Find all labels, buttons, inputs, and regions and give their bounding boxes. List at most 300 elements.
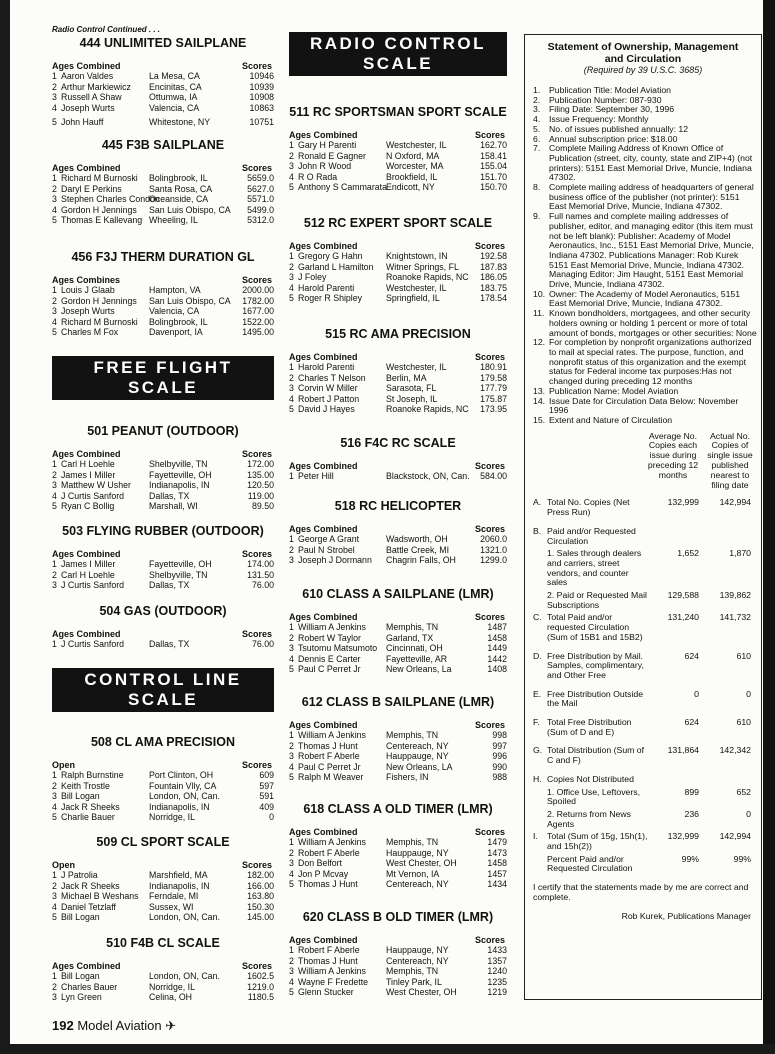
hometown: Dallas, TX xyxy=(149,490,190,501)
competitor-name: Anthony S Cammarata xyxy=(298,182,387,192)
item-text: Complete Mailing Address of Known Office of Publication (street, city, county, state and ZIP+4) (not printers): 5151 East Memorial Drive, Muncie, Indiana 47302. xyxy=(549,143,753,183)
scores-label: Scores xyxy=(474,827,505,837)
score: 998 xyxy=(492,730,507,740)
certification-text xyxy=(525,883,761,902)
score: 179.58 xyxy=(480,372,507,383)
score: 990 xyxy=(492,761,507,772)
circulation-row xyxy=(525,746,761,765)
avg-copies: 131,864 xyxy=(667,745,699,756)
score: 89.50 xyxy=(251,501,274,511)
statement-item xyxy=(525,183,761,212)
hometown: Fayetteville, OH xyxy=(149,469,212,480)
competitor-name: Gordon H Jennings xyxy=(61,295,137,306)
place-number: 3 xyxy=(289,966,294,976)
score: 145.00 xyxy=(247,912,274,922)
hometown: Valencia, CA xyxy=(149,102,200,113)
place-number: 5 xyxy=(52,812,57,822)
result-row xyxy=(52,205,274,216)
actual-copies: 0 xyxy=(746,688,751,699)
score: 186.05 xyxy=(480,272,507,282)
row-letter xyxy=(533,810,547,829)
score: 76.00 xyxy=(251,580,274,590)
avg-copies: 0 xyxy=(694,688,699,699)
item-number: 5. xyxy=(533,123,541,134)
competitor-name: Dennis E Carter xyxy=(298,653,361,664)
score: 1434 xyxy=(487,879,507,889)
score: 1458 xyxy=(487,858,507,868)
place-number: 5 xyxy=(289,664,294,674)
place-number: 5 xyxy=(52,501,57,511)
actual-copies-header: Actual No. Copies of single issue published nearest to filing date xyxy=(707,430,753,490)
table-header xyxy=(52,860,274,870)
score: 5627.0 xyxy=(247,183,274,194)
result-row xyxy=(52,71,274,82)
hometown: Centereach, NY xyxy=(386,879,449,889)
control-line-scale-banner xyxy=(52,668,274,712)
result-row xyxy=(289,394,507,405)
avg-copies xyxy=(651,527,699,546)
row-label: Total (Sum of 15g, 15h(1), and 15h(2)) xyxy=(547,831,648,852)
score: 1442 xyxy=(487,653,507,664)
result-row xyxy=(52,812,274,823)
hometown: La Mesa, CA xyxy=(149,71,200,81)
age-group-label: Ages Combined xyxy=(289,352,358,362)
score: 1240 xyxy=(487,966,507,976)
item-text: Issue Frequency: Monthly xyxy=(549,114,649,125)
competitor-name: Louis J Glaab xyxy=(61,285,115,295)
competitor-name: Corvin W Miller xyxy=(298,383,358,393)
competitor-name: Bill Logan xyxy=(61,791,100,801)
place-number: 5 xyxy=(52,912,57,922)
actual-copies: 610 xyxy=(736,717,751,728)
scan-edge-bottom xyxy=(0,1044,775,1054)
hometown: Wadsworth, OH xyxy=(386,534,448,544)
table-header xyxy=(52,61,274,71)
item-number: 10. xyxy=(533,288,546,299)
place-number: 1 xyxy=(289,534,294,544)
age-group-label: Ages Combined xyxy=(289,827,358,837)
place-number: 1 xyxy=(289,945,294,955)
hometown: Brookfield, IL xyxy=(386,171,438,182)
competitor-name: Thomas J Hunt xyxy=(298,879,358,889)
event-title: 512 RC EXPERT SPORT SCALE xyxy=(303,216,493,230)
scores-label: Scores xyxy=(474,935,505,945)
place-number: 5 xyxy=(52,117,57,127)
scores-label: Scores xyxy=(241,860,272,870)
avg-copies: 132,999 xyxy=(667,497,699,508)
actual-copies: 1,870 xyxy=(729,548,751,559)
hometown: New Orleans, LA xyxy=(386,761,453,772)
score: 151.70 xyxy=(480,171,507,182)
table-header xyxy=(289,524,507,534)
place-number: 4 xyxy=(289,171,294,182)
actual-copies: 610 xyxy=(736,650,751,661)
avg-copies: 131,240 xyxy=(667,612,699,623)
hometown: Witner Springs, FL xyxy=(386,261,459,272)
competitor-name: James I Miller xyxy=(61,469,116,480)
result-row xyxy=(289,622,507,633)
result-row xyxy=(52,184,274,195)
score: 1487 xyxy=(487,622,507,632)
actual-copies: 99% xyxy=(733,853,751,864)
hometown: Whitestone, NY xyxy=(149,117,211,127)
result-row xyxy=(52,327,274,338)
score: 76.00 xyxy=(251,639,274,649)
circulation-row xyxy=(525,498,761,517)
score: 173.95 xyxy=(480,404,507,414)
place-number: 2 xyxy=(52,183,57,194)
event-501 xyxy=(52,424,274,512)
hometown: Worcester, MA xyxy=(386,161,444,171)
result-row xyxy=(52,912,274,923)
result-row xyxy=(52,570,274,581)
place-number: 4 xyxy=(52,801,57,812)
avg-copies: 1,652 xyxy=(677,548,699,559)
place-number: 5 xyxy=(289,293,294,303)
age-group-label: Ages Combined xyxy=(52,961,121,971)
competitor-name: Richard M Burnoski xyxy=(61,316,138,327)
table-header xyxy=(52,629,274,639)
hometown: Blackstock, ON, Can. xyxy=(386,471,470,481)
competitor-name: Peter Hill xyxy=(298,471,334,481)
row-label: Percent Paid and/or Requested Circulation xyxy=(547,853,633,874)
place-number: 3 xyxy=(289,383,294,393)
event-510 xyxy=(52,936,274,1003)
result-row xyxy=(52,82,274,93)
avg-copies: 899 xyxy=(684,786,699,797)
result-row xyxy=(289,987,507,998)
actual-copies: 141,732 xyxy=(719,612,751,623)
age-group-label: Ages Combined xyxy=(289,720,358,730)
result-row xyxy=(52,781,274,792)
hometown: Fayetteville, OH xyxy=(149,559,212,569)
hometown: Encinitas, CA xyxy=(149,81,202,92)
signature: Rob Kurek, Publications Manager xyxy=(621,910,751,921)
scores-label: Scores xyxy=(241,629,272,639)
place-number: 2 xyxy=(289,372,294,383)
hometown: Hauppauge, NY xyxy=(386,751,449,761)
actual-copies xyxy=(699,775,751,785)
scores-label: Scores xyxy=(474,461,505,471)
place-number: 2 xyxy=(52,295,57,306)
scan-edge-left xyxy=(0,0,10,1054)
score: 1602.5 xyxy=(247,971,274,981)
row-label: 2. Paid or Requested Mail Subscriptions xyxy=(547,590,647,610)
place-number: 2 xyxy=(289,261,294,272)
age-group-label: Ages Combined xyxy=(289,461,358,471)
place-number: 4 xyxy=(289,868,294,879)
row-letter: I. xyxy=(533,831,538,842)
hometown: Westchester, IL xyxy=(386,140,447,150)
score: 1458 xyxy=(487,632,507,643)
age-group-label: Ages Combined xyxy=(52,629,121,639)
event-title: 510 F4B CL SCALE xyxy=(106,936,220,950)
hometown: Indianapolis, IN xyxy=(149,880,210,891)
competitor-name: Gregory G Hahn xyxy=(298,251,363,261)
place-number: 2 xyxy=(52,780,57,791)
place-number: 5 xyxy=(289,987,294,997)
avg-copies xyxy=(651,775,699,785)
result-row xyxy=(289,654,507,665)
banner-line-2: SCALE xyxy=(127,378,199,397)
place-number: 1 xyxy=(289,140,294,150)
table-header xyxy=(52,961,274,971)
competitor-name: Ralph Burnstine xyxy=(61,770,124,780)
score: 5571.0 xyxy=(247,194,274,204)
place-number: 2 xyxy=(52,880,57,891)
result-row xyxy=(289,182,507,193)
row-letter xyxy=(533,549,547,588)
item-text: Issue Date for Circulation Data Below: November 1996 xyxy=(549,395,739,416)
competitor-name: James I Miller xyxy=(61,559,116,569)
result-row xyxy=(52,802,274,813)
score: 177.79 xyxy=(480,383,507,393)
event-title: 504 GAS (OUTDOOR) xyxy=(99,604,227,618)
hometown: Marshfield, MA xyxy=(149,870,208,880)
event-508 xyxy=(52,735,274,823)
score: 10863 xyxy=(249,102,274,113)
statement-title: Statement of Ownership, Management and Circulation xyxy=(547,41,739,65)
competitor-name: Jack R Sheeks xyxy=(61,880,120,891)
item-number: 15. xyxy=(533,414,546,425)
results-column-1 xyxy=(52,0,274,1002)
score: 183.75 xyxy=(480,282,507,293)
row-letter xyxy=(533,591,547,610)
competitor-name: Carl H Loehle xyxy=(61,569,115,580)
actual-copies: 142,342 xyxy=(719,745,751,756)
scores-label: Scores xyxy=(241,275,272,285)
score: 1321.0 xyxy=(480,544,507,555)
hometown: Mt Vernon, IA xyxy=(386,868,440,879)
circulation-row xyxy=(525,549,761,588)
table-header xyxy=(289,130,507,140)
competitor-name: Robert J Patton xyxy=(298,393,360,404)
result-row xyxy=(52,891,274,902)
competitor-name: Michael B Weshans xyxy=(61,891,139,901)
place-number: 3 xyxy=(52,480,57,490)
result-row xyxy=(289,383,507,394)
row-label: Paid and/or Requested Circulation xyxy=(547,525,636,546)
place-number: 4 xyxy=(52,901,57,912)
score: 10908 xyxy=(249,92,274,102)
row-label: Total Distribution (Sum of C and F) xyxy=(547,745,645,766)
competitor-name: Wayne F Fredette xyxy=(298,976,369,987)
event-620 xyxy=(289,910,507,998)
hometown: Davenport, IA xyxy=(149,327,203,337)
event-title: 612 CLASS B SAILPLANE (LMR) xyxy=(301,695,495,709)
competitor-name: Daniel Tetzlaff xyxy=(61,901,116,912)
score: 2060.0 xyxy=(480,534,507,544)
item-text: Full names and complete mailing addresses of publisher, editor, and managing editor (this item must not be left blank): Publisher: Academy of Model Aeronautics, Inc., 5151 East Memorial Drive, Muncie, Indiana 47302. Publications Manager: Rob Kurek 5151 East Memorial Drive, Muncie, Indiana 47302. Managing Editor: Jim Haught, 5151 East Memorial Drive, Muncie, Indiana 47302. xyxy=(549,211,754,290)
event-612 xyxy=(289,695,507,783)
result-row xyxy=(289,837,507,848)
score: 609 xyxy=(259,770,274,780)
score: 0 xyxy=(269,812,274,822)
circulation-column-headers xyxy=(525,432,761,491)
score: 10946 xyxy=(249,71,274,81)
scan-edge-right xyxy=(763,0,775,1054)
banner-line-1: CONTROL LINE xyxy=(84,670,242,689)
hometown: Port Clinton, OH xyxy=(149,770,214,780)
age-group-label: Ages Combined xyxy=(52,549,121,559)
hometown: Springfield, IL xyxy=(386,293,440,303)
score: 180.91 xyxy=(480,362,507,372)
item-number: 2. xyxy=(533,94,541,105)
competitor-name: Matthew W Usher xyxy=(61,480,131,490)
result-row xyxy=(52,501,274,512)
hometown: Valencia, CA xyxy=(149,306,200,316)
competitor-name: Don Belfort xyxy=(298,858,343,868)
place-number: 3 xyxy=(52,306,57,316)
place-number: 3 xyxy=(289,858,294,868)
item-text: Publication Title: Model Aviation xyxy=(549,85,672,95)
result-row xyxy=(52,117,274,128)
hometown: Tinley Park, IL xyxy=(386,976,442,987)
competitor-name: Robert W Taylor xyxy=(298,632,361,643)
item-number: 4. xyxy=(533,114,541,125)
result-row xyxy=(52,791,274,802)
hometown: Sussex, WI xyxy=(149,901,194,912)
result-row xyxy=(289,751,507,762)
statement-subtitle: (Required by 39 U.S.C. 3685) xyxy=(583,65,703,75)
competitor-name: Charles M Fox xyxy=(61,327,119,337)
place-number: 1 xyxy=(52,639,57,649)
hometown: West Chester, OH xyxy=(386,858,457,868)
item-number: 1. xyxy=(533,85,541,95)
place-number: 3 xyxy=(289,272,294,282)
event-515 xyxy=(289,327,507,415)
result-row xyxy=(289,140,507,151)
event-444 xyxy=(52,36,274,128)
score: 1495.00 xyxy=(242,327,274,337)
score: 182.00 xyxy=(247,870,274,880)
hometown: Hampton, VA xyxy=(149,285,201,295)
item-text: Extent and Nature of Circulation xyxy=(549,414,673,425)
result-row xyxy=(289,741,507,752)
statement-item xyxy=(525,338,761,387)
competitor-name: Joseph J Dormann xyxy=(298,555,372,565)
score: 158.41 xyxy=(480,150,507,161)
place-number: 2 xyxy=(289,544,294,555)
statement-item xyxy=(525,397,761,416)
place-number: 5 xyxy=(289,182,294,192)
result-row xyxy=(52,971,274,982)
item-number: 12. xyxy=(533,337,546,348)
scores-label: Scores xyxy=(241,549,272,559)
hometown: Westchester, IL xyxy=(386,362,447,372)
score: 10751 xyxy=(249,117,274,127)
hometown: West Chester, OH xyxy=(386,987,457,997)
score: 174.00 xyxy=(247,559,274,569)
score: 1408 xyxy=(487,664,507,674)
avg-copies: 624 xyxy=(684,650,699,661)
result-row xyxy=(52,491,274,502)
place-number: 3 xyxy=(289,555,294,565)
competitor-name: Ryan C Bollig xyxy=(61,501,115,511)
scores-label: Scores xyxy=(474,612,505,622)
hometown: Ferndale, MI xyxy=(149,891,199,901)
place-number: 4 xyxy=(52,316,57,327)
result-row xyxy=(289,762,507,773)
item-number: 13. xyxy=(533,385,546,396)
competitor-name: Gordon H Jennings xyxy=(61,204,137,215)
event-518 xyxy=(289,499,507,566)
score: 163.80 xyxy=(247,891,274,901)
competitor-name: Gary H Parenti xyxy=(298,140,357,150)
place-number: 5 xyxy=(289,772,294,782)
score: 1299.0 xyxy=(480,555,507,565)
competitor-name: Richard M Burnoski xyxy=(61,173,138,183)
result-row xyxy=(52,982,274,993)
place-number: 4 xyxy=(52,102,57,113)
event-title: 610 CLASS A SAILPLANE (LMR) xyxy=(302,587,494,601)
hometown: Sarasota, FL xyxy=(386,383,437,393)
avg-copies: 624 xyxy=(684,717,699,728)
competitor-name: Jon P Mcvay xyxy=(298,868,349,879)
hometown: Bolingbrook, IL xyxy=(149,173,208,183)
item-text: Publication Number: 087-930 xyxy=(549,94,662,105)
item-text: For completion by nonprofit organizations authorized to mail at special rates. The purpose, function, and nonprofit status of this organization and the exempt status for Federal income tax purposes:Has not changed during preceding 12 months xyxy=(549,337,752,387)
table-header xyxy=(52,760,274,770)
place-number: 3 xyxy=(289,161,294,171)
score: 2000.00 xyxy=(242,285,274,295)
hometown: Knightstown, IN xyxy=(386,251,448,261)
place-number: 1 xyxy=(52,870,57,880)
competitor-name: William A Jenkins xyxy=(298,837,366,847)
hometown: Endicott, NY xyxy=(386,182,435,192)
score: 996 xyxy=(492,751,507,761)
row-letter: H. xyxy=(533,773,542,784)
score: 591 xyxy=(259,791,274,801)
result-row xyxy=(52,559,274,570)
score: 1457 xyxy=(487,868,507,879)
publication-name: Model Aviation xyxy=(77,1018,162,1033)
hometown: London, ON, Can. xyxy=(149,971,220,981)
score: 1433 xyxy=(487,945,507,955)
competitor-name: Paul N Strobel xyxy=(298,544,355,555)
table-header xyxy=(52,163,274,173)
event-title: 501 PEANUT (OUTDOOR) xyxy=(87,424,239,438)
circulation-row xyxy=(525,775,761,785)
item-number: 7. xyxy=(533,143,541,154)
result-row xyxy=(289,772,507,783)
place-number: 3 xyxy=(52,891,57,901)
certify-line: I certify that the statements made by me are correct and complete. xyxy=(533,882,749,902)
hometown: Celina, OH xyxy=(149,992,193,1002)
result-row xyxy=(289,373,507,384)
place-number: 2 xyxy=(52,981,57,992)
event-511 xyxy=(289,105,507,193)
hometown: Marshall, WI xyxy=(149,501,198,511)
row-letter: C. xyxy=(533,612,542,623)
circulation-row xyxy=(525,810,761,829)
row-letter: G. xyxy=(533,745,543,756)
score: 155.04 xyxy=(480,161,507,171)
place-number: 2 xyxy=(289,740,294,751)
score: 1180.5 xyxy=(247,992,274,1002)
score: 192.58 xyxy=(480,251,507,261)
competitor-name: Joseph Wurts xyxy=(61,102,115,113)
item-text: Publication Name: Model Aviation xyxy=(549,385,679,396)
circulation-row xyxy=(525,613,761,642)
score: 131.50 xyxy=(247,569,274,580)
competitor-name: J Curtis Sanford xyxy=(61,490,125,501)
score: 187.83 xyxy=(480,261,507,272)
competitor-name: Bill Logan xyxy=(61,971,100,981)
score: 172.00 xyxy=(247,459,274,469)
competitor-name: Charles Bauer xyxy=(61,981,118,992)
age-group-label: Ages Combined xyxy=(289,130,358,140)
